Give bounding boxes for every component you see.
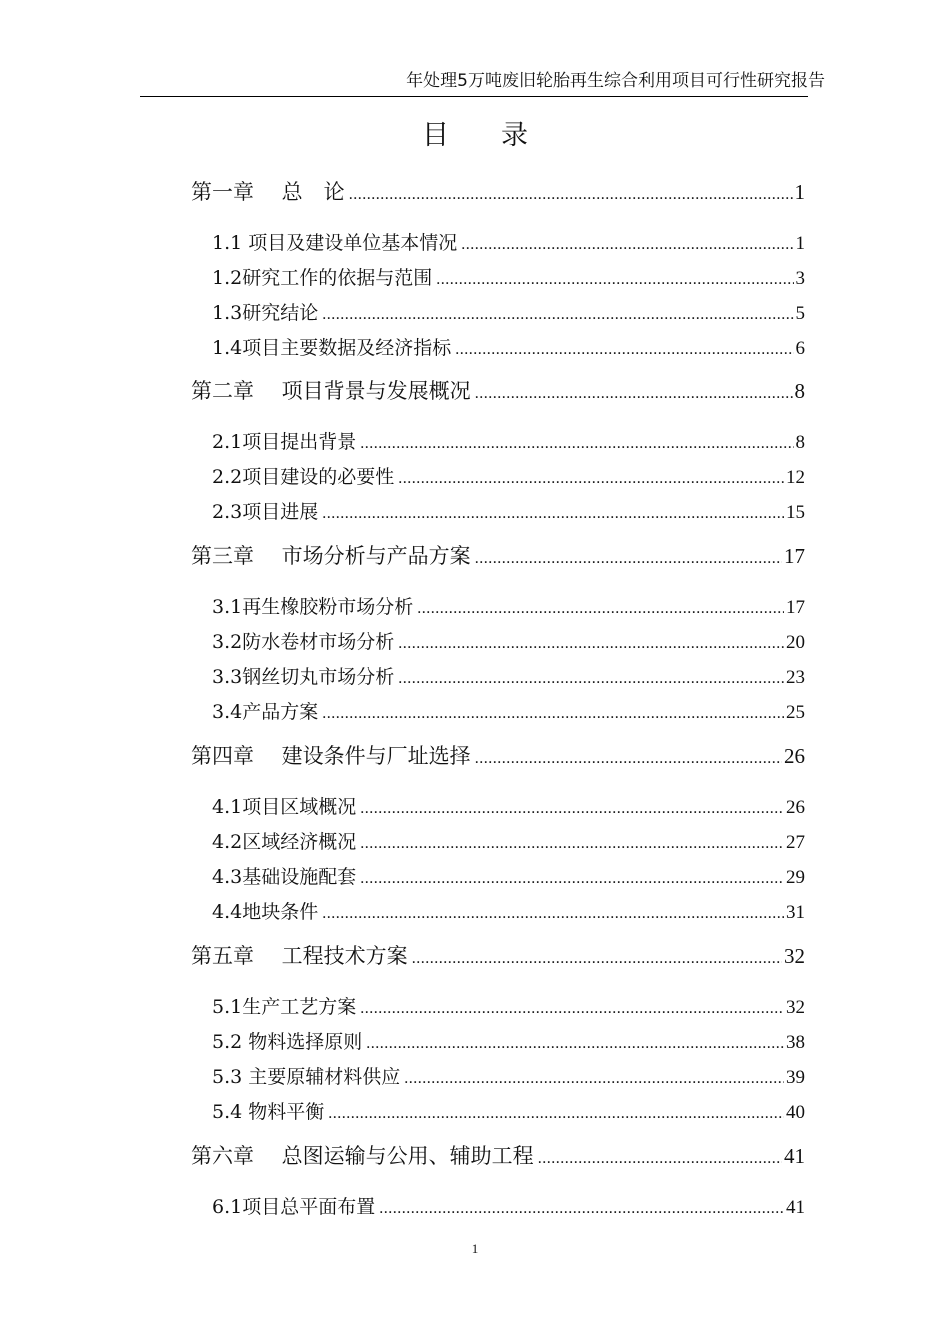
- toc-entry-label: 项目进展: [242, 501, 319, 523]
- toc-heading: 目录: [422, 120, 580, 151]
- toc-entry-page: 26: [786, 797, 805, 818]
- toc-dot-leader: [412, 950, 782, 968]
- toc-entry-number: 2.3: [212, 501, 243, 523]
- toc-entry-page: 1: [794, 180, 805, 204]
- toc-entry-number: 4.1: [212, 796, 243, 818]
- toc-entry-page: 38: [786, 1032, 805, 1053]
- toc-entry-label: 地块条件: [242, 901, 319, 923]
- toc-entry-label: 项目区域概况: [242, 796, 357, 818]
- toc-entry-label: 项目总平面布置: [242, 1196, 376, 1218]
- toc-section-entry[interactable]: [212, 992, 805, 1019]
- toc-chapter-entry[interactable]: [191, 375, 805, 405]
- toc-entry-page: 27: [786, 832, 805, 853]
- toc-entry-number: 1.4: [212, 337, 243, 359]
- toc-dot-leader: [360, 1000, 784, 1018]
- toc-entry-label: 钢丝切丸市场分析: [242, 666, 395, 688]
- toc-dot-leader: [455, 341, 793, 359]
- toc-entry-label: 第四章 建设条件与厂址选择: [191, 744, 471, 768]
- toc-chapter-entry[interactable]: [191, 740, 805, 770]
- toc-entry-page: 6: [795, 338, 805, 359]
- toc-section-entry[interactable]: [212, 697, 805, 724]
- toc-dot-leader: [475, 550, 782, 568]
- toc-dot-leader: [360, 800, 784, 818]
- toc-entry-number: 5.4: [212, 1101, 243, 1123]
- toc-entry-label: 项目及建设单位基本情况: [242, 232, 458, 254]
- toc-entry-page: 29: [786, 867, 805, 888]
- toc-section-entry[interactable]: [212, 862, 805, 889]
- toc-section-entry[interactable]: [212, 1062, 805, 1089]
- toc-entry-label: 产品方案: [242, 701, 319, 723]
- toc-entry-page: 12: [786, 467, 805, 488]
- toc-chapter-entry[interactable]: [191, 540, 805, 570]
- toc-entry-page: 40: [786, 1102, 805, 1123]
- toc-entry-label: 研究工作的依据与范围: [242, 267, 433, 289]
- toc-entry-number: 3.2: [212, 631, 243, 653]
- toc-entry-number: 1.3: [212, 302, 243, 324]
- toc-entry-number: 6.1: [212, 1196, 243, 1218]
- toc-entry-page: 31: [786, 902, 805, 923]
- toc-dot-leader: [328, 1105, 784, 1123]
- toc-dot-leader: [379, 1200, 784, 1218]
- toc-entry-number: 1.2: [212, 267, 243, 289]
- toc-section-entry[interactable]: [212, 827, 805, 854]
- toc-entry-page: 5: [795, 303, 805, 324]
- toc-entry-number: 4.3: [212, 866, 243, 888]
- toc-entry-number: 1.1: [212, 232, 243, 254]
- toc-dot-leader: [475, 385, 793, 403]
- toc-entry-page: 15: [786, 502, 805, 523]
- toc-entry-number: 5.3: [212, 1066, 243, 1088]
- header-rule: [140, 96, 808, 97]
- toc-section-entry[interactable]: [212, 662, 805, 689]
- toc-section-entry[interactable]: [212, 228, 805, 255]
- toc-dot-leader: [322, 705, 784, 723]
- toc-section-entry[interactable]: [212, 263, 805, 290]
- toc-dot-leader: [398, 470, 784, 488]
- toc-dot-leader: [398, 670, 784, 688]
- toc-chapter-entry[interactable]: [191, 176, 805, 206]
- toc-dot-leader: [404, 1070, 784, 1088]
- toc-entry-label: 项目主要数据及经济指标: [242, 337, 452, 359]
- page-header-title: 年处理5万吨废旧轮胎再生综合利用项目可行性研究报告: [406, 71, 825, 91]
- toc-entry-page: 26: [784, 744, 805, 768]
- toc-dot-leader: [475, 750, 782, 768]
- toc-entry-label: 第五章 工程技术方案: [191, 944, 408, 968]
- toc-entry-page: 23: [786, 667, 805, 688]
- toc-dot-leader: [538, 1150, 782, 1168]
- toc-entry-page: 32: [786, 997, 805, 1018]
- toc-entry-page: 41: [784, 1144, 805, 1168]
- toc-entry-number: 4.2: [212, 831, 243, 853]
- toc-entry-label: 项目提出背景: [242, 431, 357, 453]
- toc-entry-label: 防水卷材市场分析: [242, 631, 395, 653]
- toc-entry-page: 17: [786, 597, 805, 618]
- toc-entry-number: 3.1: [212, 596, 243, 618]
- toc-section-entry[interactable]: [212, 462, 805, 489]
- toc-section-entry[interactable]: [212, 427, 805, 454]
- toc-entry-label: 项目建设的必要性: [242, 466, 395, 488]
- toc-chapter-entry[interactable]: [191, 940, 805, 970]
- toc-entry-page: 32: [784, 944, 805, 968]
- toc-dot-leader: [349, 186, 793, 204]
- toc-dot-leader: [360, 835, 784, 853]
- toc-entry-label: 第六章 总图运输与公用、辅助工程: [191, 1144, 534, 1168]
- toc-entry-page: 41: [786, 1197, 805, 1218]
- toc-dot-leader: [417, 600, 784, 618]
- toc-entry-page: 8: [795, 432, 805, 453]
- toc-entry-page: 20: [786, 632, 805, 653]
- toc-entry-number: 5.2: [212, 1031, 243, 1053]
- toc-dot-leader: [360, 435, 793, 453]
- toc-entry-page: 1: [795, 233, 805, 254]
- toc-entry-label: 物料平衡: [242, 1101, 325, 1123]
- toc-entry-label: 研究结论: [242, 302, 319, 324]
- toc-entry-number: 2.1: [212, 431, 243, 453]
- toc-dot-leader: [322, 306, 793, 324]
- toc-entry-label: 物料选择原则: [242, 1031, 363, 1053]
- toc-dot-leader: [461, 236, 793, 254]
- toc-entry-number: 3.4: [212, 701, 243, 723]
- toc-dot-leader: [436, 271, 793, 289]
- page-number: 1: [471, 1241, 479, 1256]
- toc-dot-leader: [322, 505, 784, 523]
- toc-dot-leader: [322, 905, 784, 923]
- toc-section-entry[interactable]: [212, 497, 805, 524]
- toc-entry-page: 25: [786, 702, 805, 723]
- toc-section-entry[interactable]: [212, 627, 805, 654]
- toc-entry-label: 主要原辅材料供应: [242, 1066, 401, 1088]
- toc-entry-label: 第三章 市场分析与产品方案: [191, 544, 471, 568]
- toc-section-entry[interactable]: [212, 333, 805, 360]
- toc-section-entry[interactable]: [212, 897, 805, 924]
- toc-section-entry[interactable]: [212, 1192, 805, 1219]
- toc-entry-page: 3: [795, 268, 805, 289]
- toc-entry-number: 4.4: [212, 901, 243, 923]
- toc-entry-label: 基础设施配套: [242, 866, 357, 888]
- toc-entry-page: 39: [786, 1067, 805, 1088]
- toc-section-entry[interactable]: [212, 1027, 805, 1054]
- toc-entry-number: 3.3: [212, 666, 243, 688]
- toc-entry-label: 第一章 总 论: [191, 180, 345, 204]
- toc-section-entry[interactable]: [212, 792, 805, 819]
- toc-section-entry[interactable]: [212, 1097, 805, 1124]
- toc-entry-label: 第二章 项目背景与发展概况: [191, 379, 471, 403]
- toc-entry-page: 17: [784, 544, 805, 568]
- toc-entry-number: 2.2: [212, 466, 243, 488]
- toc-dot-leader: [366, 1035, 784, 1053]
- toc-section-entry[interactable]: [212, 592, 805, 619]
- toc-dot-leader: [360, 870, 784, 888]
- toc-entry-number: 5.1: [212, 996, 243, 1018]
- toc-dot-leader: [398, 635, 784, 653]
- toc-entry-label: 再生橡胶粉市场分析: [242, 596, 414, 618]
- toc-section-entry[interactable]: [212, 298, 805, 325]
- toc-entry-label: 生产工艺方案: [242, 996, 357, 1018]
- toc-entry-page: 8: [794, 379, 805, 403]
- toc-entry-label: 区域经济概况: [242, 831, 357, 853]
- toc-chapter-entry[interactable]: [191, 1140, 805, 1170]
